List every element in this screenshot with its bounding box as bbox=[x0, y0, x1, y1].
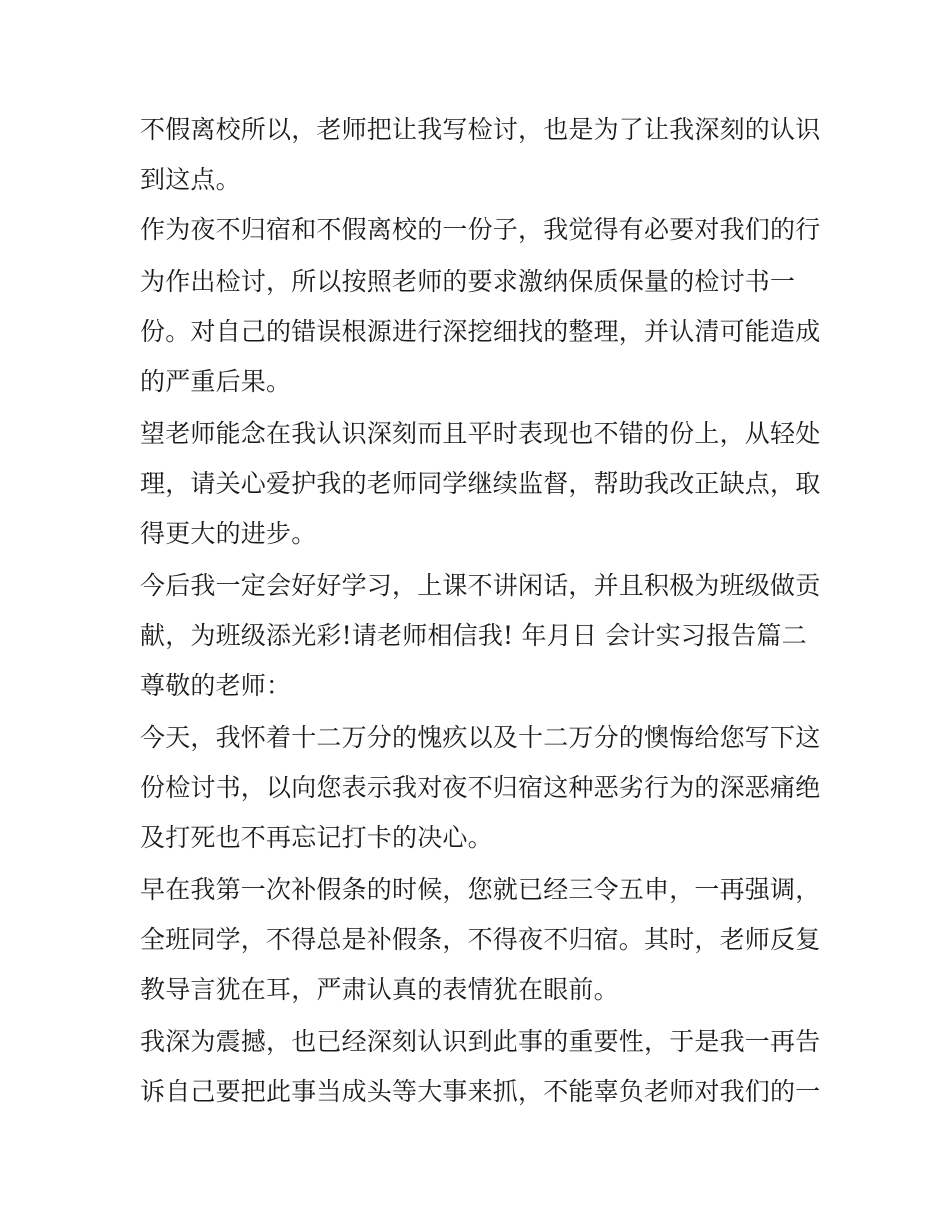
text-line-4: 为作出检讨，所以按照老师的要求激纳保质保量的检讨书一 bbox=[140, 267, 796, 296]
text-line-19: 我深为震撼，也已经深刻认识到此事的重要性，于是我一再告 bbox=[140, 1027, 821, 1056]
text-line-15: 及打死也不再忘记打卡的决心。 bbox=[140, 823, 493, 852]
text-line-18: 教导言犹在耳，严肃认真的表情犹在眼前。 bbox=[140, 975, 619, 1004]
text-line-20: 诉自己要把此事当成头等大事来抓，不能辜负老师对我们的一 bbox=[140, 1077, 821, 1106]
text-line-14: 份检讨书，以向您表示我对夜不归宿这种恶劣行为的深恶痛绝 bbox=[140, 773, 821, 802]
text-line-8: 理，请关心爱护我的老师同学继续监督，帮助我改正缺点，取 bbox=[140, 469, 821, 498]
text-line-5: 份。对自己的错误根源进行深挖细找的整理，并认清可能造成 bbox=[140, 317, 821, 346]
text-line-16: 早在我第一次补假条的时候，您就已经三令五申，一再强调， bbox=[140, 875, 821, 904]
text-line-7: 望老师能念在我认识深刻而且平时表现也不错的份上，从轻处 bbox=[140, 419, 821, 448]
text-line-1: 不假离校所以，老师把让我写检讨，也是为了让我深刻的认识 bbox=[140, 115, 821, 144]
text-line-13: 今天，我怀着十二万分的愧疚以及十二万分的懊悔给您写下这 bbox=[140, 723, 821, 752]
text-line-2: 到这点。 bbox=[140, 165, 241, 194]
text-line-12: 尊敬的老师： bbox=[140, 671, 292, 700]
text-line-3: 作为夜不归宿和不假离校的一份子，我觉得有必要对我们的行 bbox=[140, 215, 821, 244]
text-line-10: 今后我一定会好好学习，上课不讲闲话，并且积极为班级做贡 bbox=[140, 571, 821, 600]
text-line-11: 献，为班级添光彩!请老师相信我! 年月日 会计实习报告篇二 bbox=[140, 621, 807, 650]
text-line-17: 全班同学，不得总是补假条，不得夜不归宿。其时，老师反复 bbox=[140, 925, 821, 954]
text-line-9: 得更大的进步。 bbox=[140, 519, 317, 548]
text-line-6: 的严重后果。 bbox=[140, 367, 292, 396]
